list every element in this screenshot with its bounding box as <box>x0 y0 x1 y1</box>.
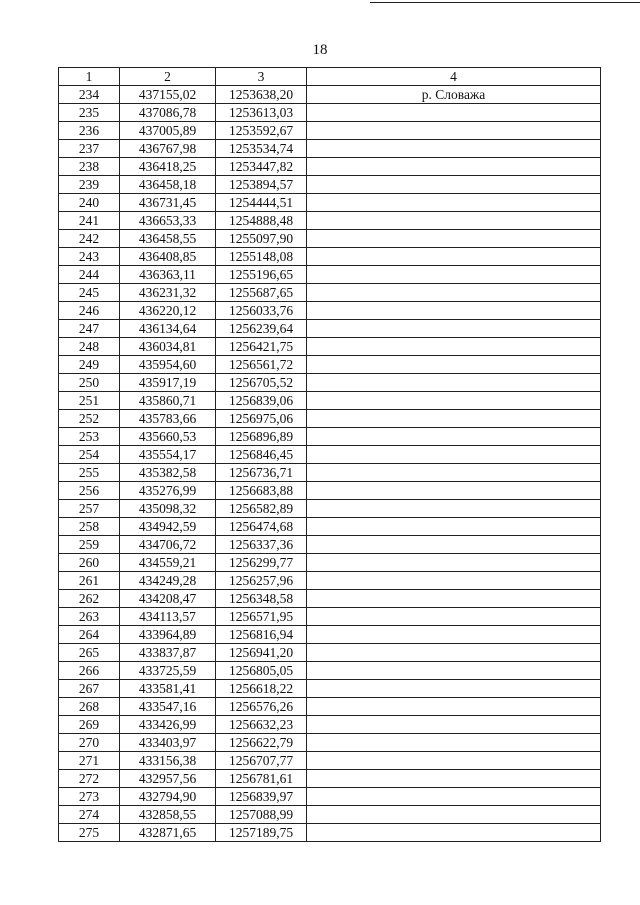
table-body <box>59 86 601 842</box>
y-coordinate-cell: 1255687,65 <box>216 284 307 302</box>
y-coordinate-cell: 1256816,94 <box>216 626 307 644</box>
table-header-row <box>59 68 601 86</box>
table-row <box>59 284 601 302</box>
table-row <box>59 158 601 176</box>
table-row <box>59 392 601 410</box>
table-row <box>59 464 601 482</box>
description-cell <box>307 230 601 248</box>
point-number-cell: 245 <box>59 284 120 302</box>
page-number: 18 <box>312 42 328 58</box>
x-coordinate-cell: 432794,90 <box>120 788 216 806</box>
table-row <box>59 644 601 662</box>
point-number-cell: 258 <box>59 518 120 536</box>
point-number-cell: 241 <box>59 212 120 230</box>
table-row <box>59 788 601 806</box>
description-cell <box>307 302 601 320</box>
description-cell <box>307 590 601 608</box>
x-coordinate-cell: 436418,25 <box>120 158 216 176</box>
table-row <box>59 194 601 212</box>
point-number-cell: 257 <box>59 500 120 518</box>
table-row <box>59 356 601 374</box>
y-coordinate-cell: 1256846,45 <box>216 446 307 464</box>
y-coordinate-cell: 1253638,20 <box>216 86 307 104</box>
x-coordinate-cell: 434249,28 <box>120 572 216 590</box>
table-row <box>59 86 601 104</box>
y-coordinate-cell: 1255196,65 <box>216 266 307 284</box>
description-cell <box>307 518 601 536</box>
x-coordinate-cell: 437155,02 <box>120 86 216 104</box>
y-coordinate-cell: 1256582,89 <box>216 500 307 518</box>
description-cell <box>307 356 601 374</box>
point-number-cell: 275 <box>59 824 120 842</box>
description-cell <box>307 194 601 212</box>
description-cell <box>307 734 601 752</box>
x-coordinate-cell: 434942,59 <box>120 518 216 536</box>
x-coordinate-cell: 437086,78 <box>120 104 216 122</box>
y-coordinate-cell: 1256705,52 <box>216 374 307 392</box>
y-coordinate-cell: 1256632,23 <box>216 716 307 734</box>
description-cell <box>307 158 601 176</box>
x-coordinate-cell: 432957,56 <box>120 770 216 788</box>
point-number-cell: 274 <box>59 806 120 824</box>
x-coordinate-cell: 435860,71 <box>120 392 216 410</box>
description-cell <box>307 338 601 356</box>
table-row <box>59 518 601 536</box>
description-cell <box>307 536 601 554</box>
x-coordinate-cell: 433156,38 <box>120 752 216 770</box>
description-cell <box>307 500 601 518</box>
y-coordinate-cell: 1256033,76 <box>216 302 307 320</box>
y-coordinate-cell: 1256571,95 <box>216 608 307 626</box>
point-number-cell: 268 <box>59 698 120 716</box>
point-number-cell: 252 <box>59 410 120 428</box>
table-row <box>59 122 601 140</box>
point-number-cell: 236 <box>59 122 120 140</box>
x-coordinate-cell: 433725,59 <box>120 662 216 680</box>
x-coordinate-cell: 436034,81 <box>120 338 216 356</box>
description-cell <box>307 824 601 842</box>
x-coordinate-cell: 435382,58 <box>120 464 216 482</box>
top-border-line <box>370 2 640 3</box>
point-number-cell: 260 <box>59 554 120 572</box>
description-cell <box>307 248 601 266</box>
x-coordinate-cell: 436231,32 <box>120 284 216 302</box>
table-row <box>59 500 601 518</box>
x-coordinate-cell: 435660,53 <box>120 428 216 446</box>
description-cell <box>307 662 601 680</box>
x-coordinate-cell: 436458,18 <box>120 176 216 194</box>
point-number-cell: 256 <box>59 482 120 500</box>
point-number-cell: 243 <box>59 248 120 266</box>
table-row <box>59 374 601 392</box>
point-number-cell: 259 <box>59 536 120 554</box>
description-cell <box>307 140 601 158</box>
x-coordinate-cell: 436653,33 <box>120 212 216 230</box>
point-number-cell: 251 <box>59 392 120 410</box>
y-coordinate-cell: 1254888,48 <box>216 212 307 230</box>
x-coordinate-cell: 433964,89 <box>120 626 216 644</box>
x-coordinate-cell: 432858,55 <box>120 806 216 824</box>
description-cell: р. Словажа <box>307 86 601 104</box>
y-coordinate-cell: 1256622,79 <box>216 734 307 752</box>
point-number-cell: 242 <box>59 230 120 248</box>
description-cell <box>307 572 601 590</box>
y-coordinate-cell: 1253613,03 <box>216 104 307 122</box>
x-coordinate-cell: 437005,89 <box>120 122 216 140</box>
x-coordinate-cell: 433581,41 <box>120 680 216 698</box>
point-number-cell: 265 <box>59 644 120 662</box>
y-coordinate-cell: 1256239,64 <box>216 320 307 338</box>
description-cell <box>307 482 601 500</box>
coordinates-table <box>58 67 601 842</box>
point-number-cell: 271 <box>59 752 120 770</box>
point-number-cell: 263 <box>59 608 120 626</box>
point-number-cell: 240 <box>59 194 120 212</box>
table-row <box>59 410 601 428</box>
description-cell <box>307 464 601 482</box>
point-number-cell: 239 <box>59 176 120 194</box>
point-number-cell: 235 <box>59 104 120 122</box>
y-coordinate-cell: 1253894,57 <box>216 176 307 194</box>
y-coordinate-cell: 1256839,06 <box>216 392 307 410</box>
description-cell <box>307 788 601 806</box>
x-coordinate-cell: 436134,64 <box>120 320 216 338</box>
description-cell <box>307 446 601 464</box>
y-coordinate-cell: 1256421,75 <box>216 338 307 356</box>
column-header-1: 1 <box>59 68 120 86</box>
y-coordinate-cell: 1256896,89 <box>216 428 307 446</box>
y-coordinate-cell: 1256839,97 <box>216 788 307 806</box>
point-number-cell: 250 <box>59 374 120 392</box>
description-cell <box>307 752 601 770</box>
table-row <box>59 770 601 788</box>
description-cell <box>307 284 601 302</box>
x-coordinate-cell: 433547,16 <box>120 698 216 716</box>
point-number-cell: 266 <box>59 662 120 680</box>
table-row <box>59 248 601 266</box>
point-number-cell: 237 <box>59 140 120 158</box>
y-coordinate-cell: 1255148,08 <box>216 248 307 266</box>
description-cell <box>307 176 601 194</box>
point-number-cell: 267 <box>59 680 120 698</box>
y-coordinate-cell: 1256975,06 <box>216 410 307 428</box>
table-row <box>59 104 601 122</box>
table-row <box>59 230 601 248</box>
point-number-cell: 269 <box>59 716 120 734</box>
description-cell <box>307 806 601 824</box>
point-number-cell: 244 <box>59 266 120 284</box>
point-number-cell: 246 <box>59 302 120 320</box>
table-row <box>59 302 601 320</box>
table-row <box>59 824 601 842</box>
description-cell <box>307 392 601 410</box>
y-coordinate-cell: 1255097,90 <box>216 230 307 248</box>
y-coordinate-cell: 1256618,22 <box>216 680 307 698</box>
y-coordinate-cell: 1256941,20 <box>216 644 307 662</box>
table-row <box>59 176 601 194</box>
table-row <box>59 572 601 590</box>
y-coordinate-cell: 1256576,26 <box>216 698 307 716</box>
y-coordinate-cell: 1256683,88 <box>216 482 307 500</box>
y-coordinate-cell: 1256337,36 <box>216 536 307 554</box>
y-coordinate-cell: 1253447,82 <box>216 158 307 176</box>
x-coordinate-cell: 436408,85 <box>120 248 216 266</box>
table-row <box>59 626 601 644</box>
description-cell <box>307 104 601 122</box>
point-number-cell: 254 <box>59 446 120 464</box>
point-number-cell: 234 <box>59 86 120 104</box>
table-row <box>59 554 601 572</box>
table-row <box>59 734 601 752</box>
point-number-cell: 248 <box>59 338 120 356</box>
y-coordinate-cell: 1256348,58 <box>216 590 307 608</box>
x-coordinate-cell: 436767,98 <box>120 140 216 158</box>
table-row <box>59 140 601 158</box>
x-coordinate-cell: 435917,19 <box>120 374 216 392</box>
x-coordinate-cell: 435098,32 <box>120 500 216 518</box>
y-coordinate-cell: 1253534,74 <box>216 140 307 158</box>
table-row <box>59 320 601 338</box>
table-row <box>59 716 601 734</box>
point-number-cell: 261 <box>59 572 120 590</box>
table-row <box>59 536 601 554</box>
description-cell <box>307 644 601 662</box>
table-row <box>59 698 601 716</box>
column-header-2: 2 <box>120 68 216 86</box>
table-row <box>59 446 601 464</box>
description-cell <box>307 716 601 734</box>
y-coordinate-cell: 1256299,77 <box>216 554 307 572</box>
y-coordinate-cell: 1256805,05 <box>216 662 307 680</box>
table-row <box>59 752 601 770</box>
table-row <box>59 608 601 626</box>
point-number-cell: 247 <box>59 320 120 338</box>
x-coordinate-cell: 435954,60 <box>120 356 216 374</box>
x-coordinate-cell: 436363,11 <box>120 266 216 284</box>
description-cell <box>307 770 601 788</box>
table-row <box>59 428 601 446</box>
y-coordinate-cell: 1257189,75 <box>216 824 307 842</box>
description-cell <box>307 212 601 230</box>
x-coordinate-cell: 436731,45 <box>120 194 216 212</box>
table-row <box>59 212 601 230</box>
x-coordinate-cell: 436458,55 <box>120 230 216 248</box>
point-number-cell: 262 <box>59 590 120 608</box>
x-coordinate-cell: 435783,66 <box>120 410 216 428</box>
description-cell <box>307 554 601 572</box>
description-cell <box>307 122 601 140</box>
x-coordinate-cell: 433426,99 <box>120 716 216 734</box>
y-coordinate-cell: 1256736,71 <box>216 464 307 482</box>
y-coordinate-cell: 1256561,72 <box>216 356 307 374</box>
description-cell <box>307 680 601 698</box>
point-number-cell: 272 <box>59 770 120 788</box>
description-cell <box>307 626 601 644</box>
y-coordinate-cell: 1254444,51 <box>216 194 307 212</box>
table-row <box>59 590 601 608</box>
x-coordinate-cell: 434208,47 <box>120 590 216 608</box>
x-coordinate-cell: 433403,97 <box>120 734 216 752</box>
description-cell <box>307 320 601 338</box>
column-header-3: 3 <box>216 68 307 86</box>
x-coordinate-cell: 433837,87 <box>120 644 216 662</box>
point-number-cell: 270 <box>59 734 120 752</box>
point-number-cell: 255 <box>59 464 120 482</box>
description-cell <box>307 266 601 284</box>
x-coordinate-cell: 436220,12 <box>120 302 216 320</box>
x-coordinate-cell: 432871,65 <box>120 824 216 842</box>
description-cell <box>307 428 601 446</box>
x-coordinate-cell: 435554,17 <box>120 446 216 464</box>
table-row <box>59 266 601 284</box>
table-row <box>59 662 601 680</box>
description-cell <box>307 608 601 626</box>
description-cell <box>307 698 601 716</box>
point-number-cell: 273 <box>59 788 120 806</box>
point-number-cell: 249 <box>59 356 120 374</box>
y-coordinate-cell: 1256257,96 <box>216 572 307 590</box>
description-cell <box>307 374 601 392</box>
table-row <box>59 482 601 500</box>
y-coordinate-cell: 1256781,61 <box>216 770 307 788</box>
column-header-4: 4 <box>307 68 601 86</box>
y-coordinate-cell: 1256707,77 <box>216 752 307 770</box>
point-number-cell: 264 <box>59 626 120 644</box>
table-row <box>59 806 601 824</box>
point-number-cell: 253 <box>59 428 120 446</box>
table-row <box>59 338 601 356</box>
x-coordinate-cell: 434559,21 <box>120 554 216 572</box>
y-coordinate-cell: 1256474,68 <box>216 518 307 536</box>
x-coordinate-cell: 435276,99 <box>120 482 216 500</box>
y-coordinate-cell: 1257088,99 <box>216 806 307 824</box>
point-number-cell: 238 <box>59 158 120 176</box>
table-row <box>59 680 601 698</box>
y-coordinate-cell: 1253592,67 <box>216 122 307 140</box>
description-cell <box>307 410 601 428</box>
x-coordinate-cell: 434706,72 <box>120 536 216 554</box>
x-coordinate-cell: 434113,57 <box>120 608 216 626</box>
